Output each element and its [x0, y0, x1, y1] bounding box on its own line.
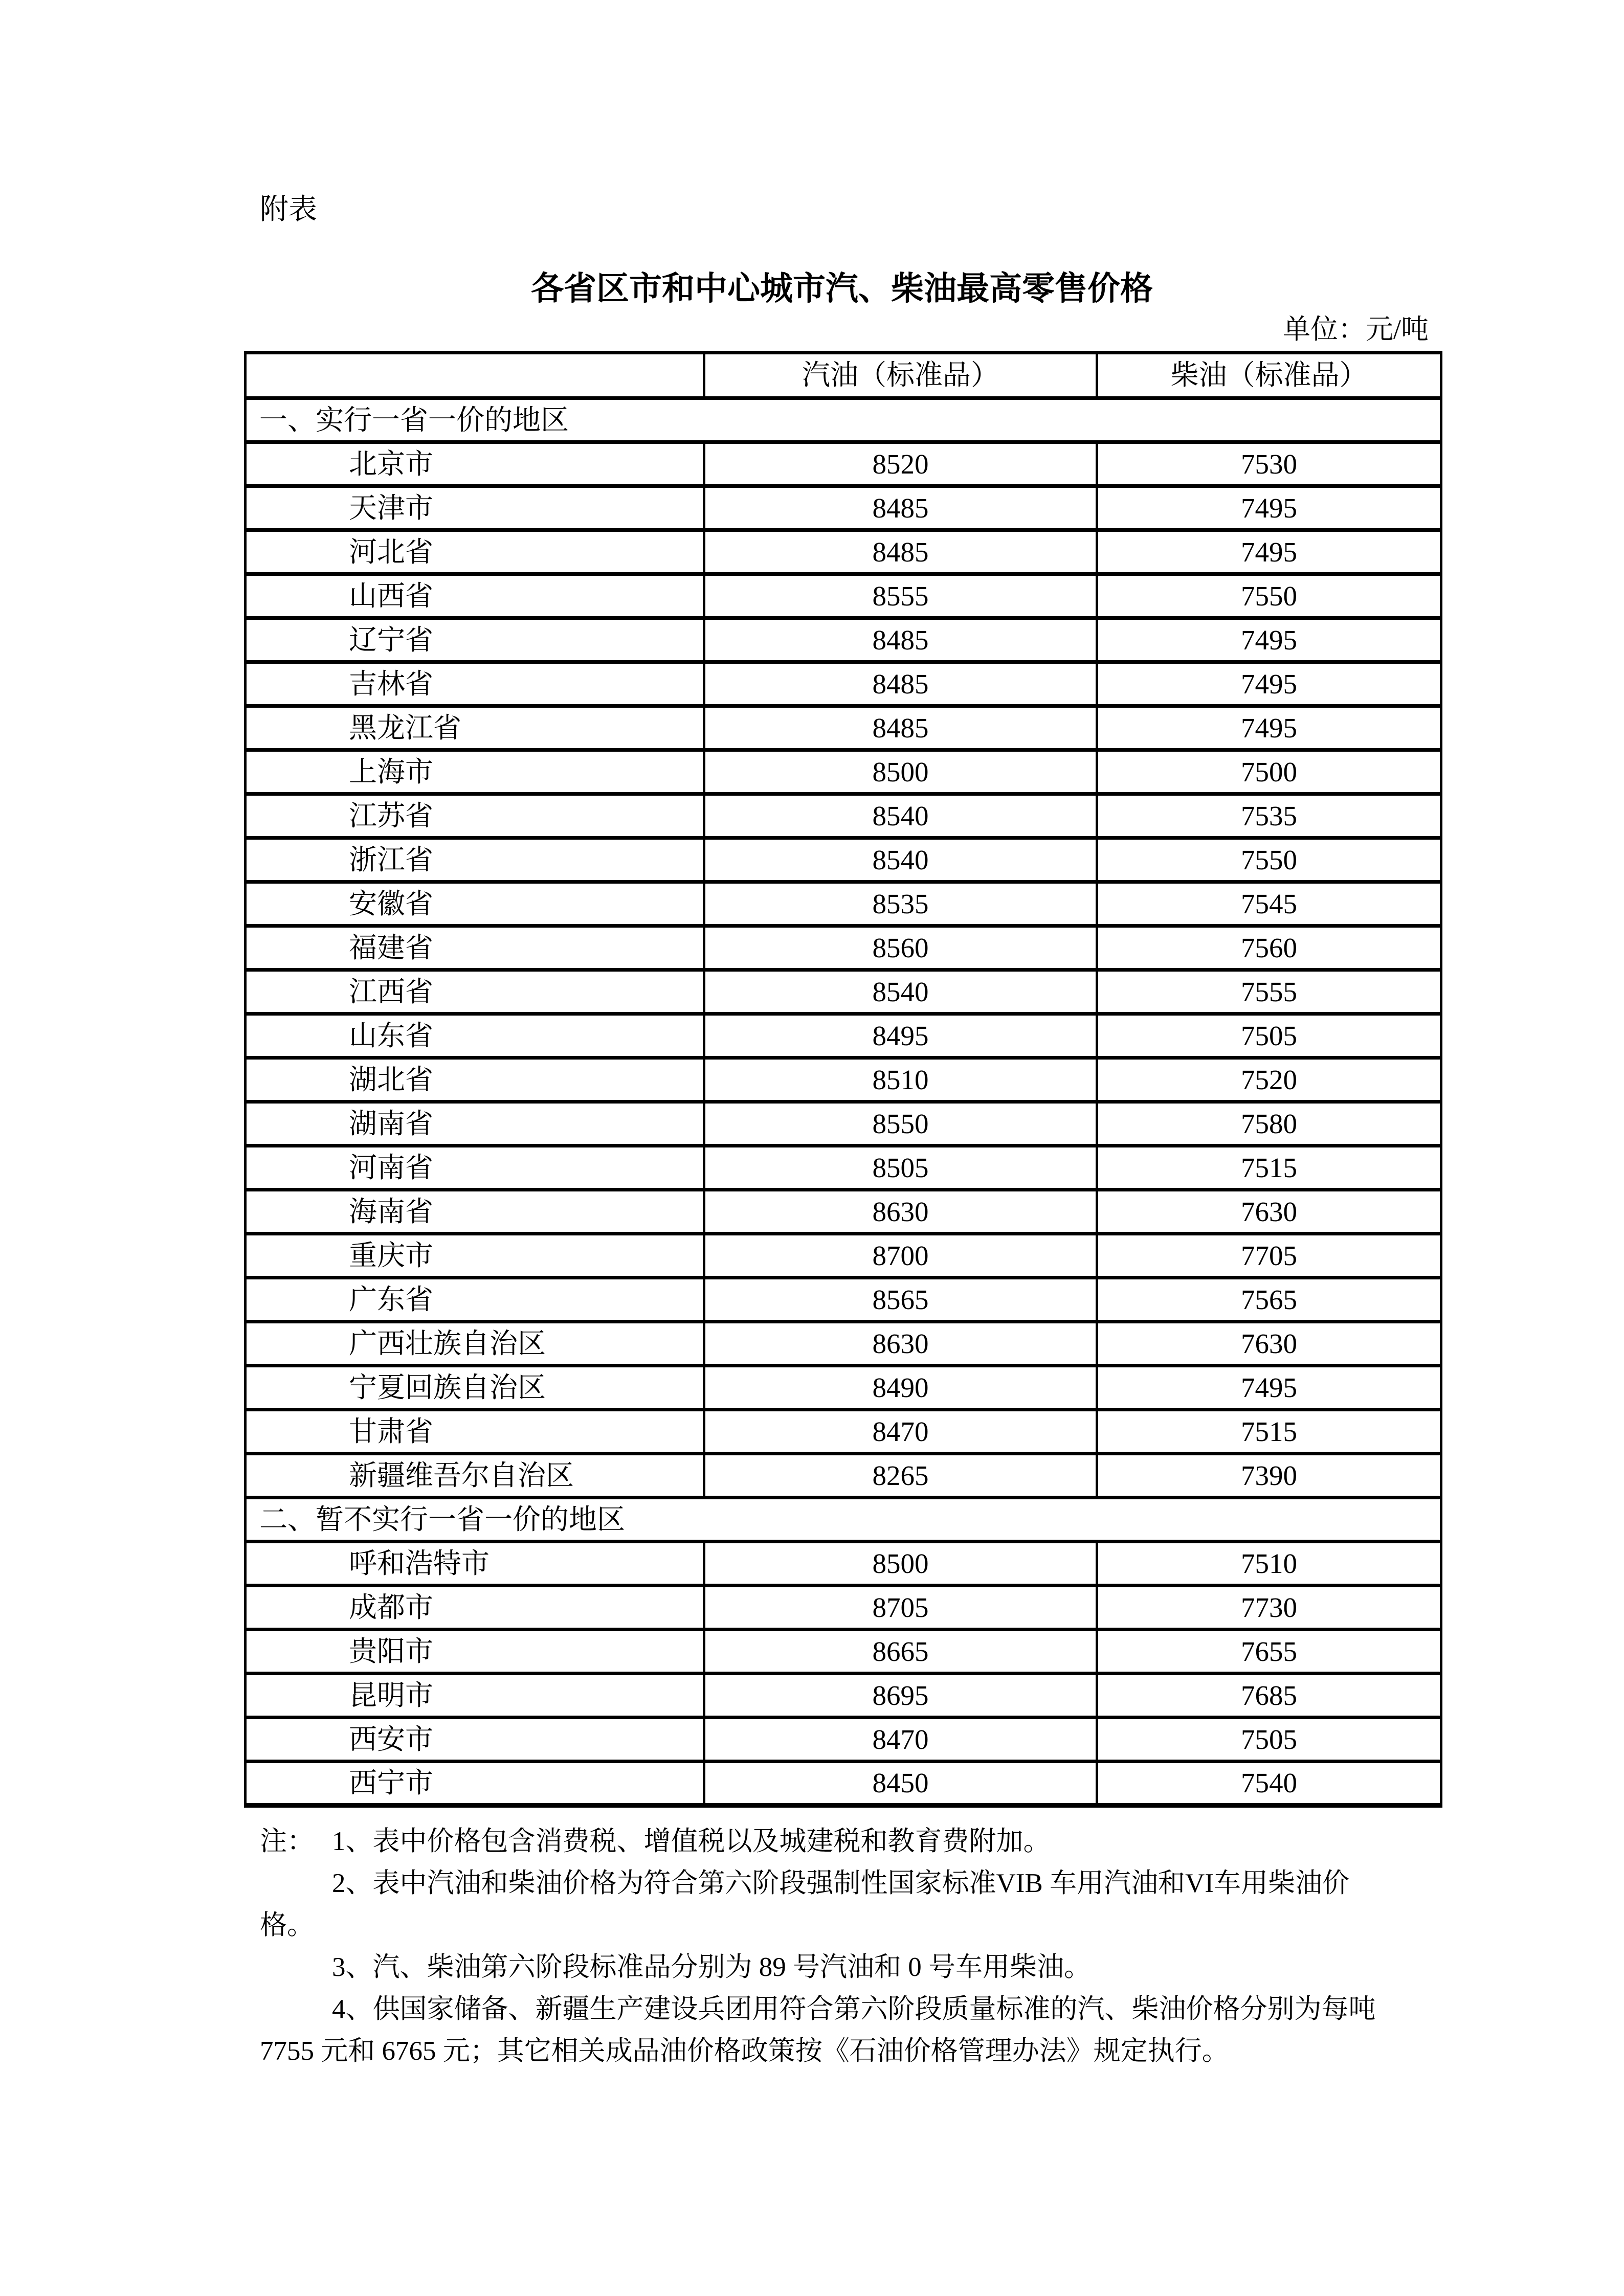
region-cell: 辽宁省: [246, 618, 704, 662]
region-cell: 河北省: [246, 530, 704, 574]
region-cell: 贵阳市: [246, 1630, 704, 1674]
gasoline-price-cell: 8565: [704, 1278, 1097, 1322]
diesel-price-cell: 7505: [1097, 1718, 1441, 1762]
table-row: [246, 1586, 1441, 1630]
gasoline-price-cell: 8520: [704, 442, 1097, 486]
price-table-body: [246, 398, 1441, 1806]
table-header-row: [246, 353, 1441, 398]
note-line: 7755 元和 6765 元；其它相关成品油价格政策按《石油价格管理办法》规定执行。: [260, 2036, 1229, 2066]
diesel-price-cell: 7495: [1097, 662, 1441, 706]
column-header-gasoline: 汽油（标准品）: [704, 353, 1097, 398]
table-row: [246, 838, 1441, 882]
region-cell: 吉林省: [246, 662, 704, 706]
table-row: [246, 1630, 1441, 1674]
diesel-price-cell: 7495: [1097, 530, 1441, 574]
table-row: [246, 750, 1441, 794]
region-cell: 江西省: [246, 970, 704, 1014]
unit-label: 单位：元/吨: [1282, 314, 1429, 345]
table-row: [246, 1146, 1441, 1190]
note-line: 3、汽、柴油第六阶段标准品分别为 89 号汽油和 0 号车用柴油。: [332, 1952, 1091, 1982]
table-row: [246, 1234, 1441, 1278]
note-line: 4、供国家储备、新疆生产建设兵团用符合第六阶段质量标准的汽、柴油价格分别为每吨: [332, 1994, 1376, 2024]
region-cell: 湖北省: [246, 1058, 704, 1102]
note-line: 格。: [260, 1910, 314, 1940]
gasoline-price-cell: 8510: [704, 1058, 1097, 1102]
region-cell: 昆明市: [246, 1674, 704, 1718]
gasoline-price-cell: 8700: [704, 1234, 1097, 1278]
table-row: [246, 662, 1441, 706]
table-row: [246, 442, 1441, 486]
diesel-price-cell: 7685: [1097, 1674, 1441, 1718]
gasoline-price-cell: 8705: [704, 1586, 1097, 1630]
region-cell: 山西省: [246, 574, 704, 618]
diesel-price-cell: 7545: [1097, 882, 1441, 926]
table-row: [246, 1762, 1441, 1806]
diesel-price-cell: 7495: [1097, 618, 1441, 662]
table-row: [246, 1454, 1441, 1498]
table-row: [246, 1410, 1441, 1454]
gasoline-price-cell: 8540: [704, 838, 1097, 882]
diesel-price-cell: 7565: [1097, 1278, 1441, 1322]
table-row: [246, 530, 1441, 574]
section-header-row: [246, 398, 1441, 442]
region-cell: 宁夏回族自治区: [246, 1366, 704, 1410]
gasoline-price-cell: 8535: [704, 882, 1097, 926]
gasoline-price-cell: 8630: [704, 1322, 1097, 1366]
region-cell: 江苏省: [246, 794, 704, 838]
region-cell: 上海市: [246, 750, 704, 794]
gasoline-price-cell: 8500: [704, 750, 1097, 794]
diesel-price-cell: 7515: [1097, 1410, 1441, 1454]
table-row: [246, 1102, 1441, 1146]
gasoline-price-cell: 8505: [704, 1146, 1097, 1190]
note-line: [260, 1820, 1436, 1862]
diesel-price-cell: 7500: [1097, 750, 1441, 794]
column-header-diesel: 柴油（标准品）: [1097, 353, 1441, 398]
diesel-price-cell: 7705: [1097, 1234, 1441, 1278]
region-cell: 北京市: [246, 442, 704, 486]
table-row: [246, 1278, 1441, 1322]
gasoline-price-cell: 8550: [704, 1102, 1097, 1146]
gasoline-price-cell: 8495: [704, 1014, 1097, 1058]
diesel-price-cell: 7510: [1097, 1542, 1441, 1586]
diesel-price-cell: 7495: [1097, 706, 1441, 750]
region-cell: 河南省: [246, 1146, 704, 1190]
diesel-price-cell: 7560: [1097, 926, 1441, 970]
region-cell: 广东省: [246, 1278, 704, 1322]
table-row: [246, 486, 1441, 530]
gasoline-price-cell: 8485: [704, 706, 1097, 750]
diesel-price-cell: 7555: [1097, 970, 1441, 1014]
region-cell: 呼和浩特市: [246, 1542, 704, 1586]
gasoline-price-cell: 8470: [704, 1410, 1097, 1454]
gasoline-price-cell: 8695: [704, 1674, 1097, 1718]
table-row: [246, 1058, 1441, 1102]
gasoline-price-cell: 8470: [704, 1718, 1097, 1762]
region-cell: 广西壮族自治区: [246, 1322, 704, 1366]
diesel-price-cell: 7495: [1097, 1366, 1441, 1410]
region-cell: 天津市: [246, 486, 704, 530]
note-label: 注：: [260, 1827, 314, 1856]
diesel-price-cell: 7530: [1097, 442, 1441, 486]
table-row: [246, 1014, 1441, 1058]
appendix-tag: 附表: [260, 194, 317, 226]
gasoline-price-cell: 8485: [704, 618, 1097, 662]
diesel-price-cell: 7520: [1097, 1058, 1441, 1102]
region-cell: 重庆市: [246, 1234, 704, 1278]
diesel-price-cell: 7630: [1097, 1322, 1441, 1366]
table-row: [246, 794, 1441, 838]
table-row: [246, 1542, 1441, 1586]
region-cell: 成都市: [246, 1586, 704, 1630]
region-cell: 西宁市: [246, 1762, 704, 1806]
table-row: [246, 1366, 1441, 1410]
region-cell: 西安市: [246, 1718, 704, 1762]
diesel-price-cell: 7535: [1097, 794, 1441, 838]
table-row: [246, 1322, 1441, 1366]
region-cell: 福建省: [246, 926, 704, 970]
region-cell: 安徽省: [246, 882, 704, 926]
price-table: [244, 351, 1442, 1808]
diesel-price-cell: 7730: [1097, 1586, 1441, 1630]
table-row: [246, 970, 1441, 1014]
region-cell: 新疆维吾尔自治区: [246, 1454, 704, 1498]
region-cell: 浙江省: [246, 838, 704, 882]
section-header-label: 二、暂不实行一省一价的地区: [246, 1498, 1441, 1542]
region-cell: 黑龙江省: [246, 706, 704, 750]
diesel-price-cell: 7390: [1097, 1454, 1441, 1498]
gasoline-price-cell: 8555: [704, 574, 1097, 618]
empty-corner-cell: [246, 353, 704, 398]
gasoline-price-cell: 8540: [704, 970, 1097, 1014]
region-cell: 湖南省: [246, 1102, 704, 1146]
diesel-price-cell: 7550: [1097, 574, 1441, 618]
table-row: [246, 1718, 1441, 1762]
table-row: [246, 926, 1441, 970]
table-row: [246, 882, 1441, 926]
region-cell: 甘肃省: [246, 1410, 704, 1454]
table-row: [246, 1674, 1441, 1718]
note-line: 2、表中汽油和柴油价格为符合第六阶段强制性国家标准VIB 车用汽油和VI车用柴油价: [332, 1869, 1349, 1898]
gasoline-price-cell: 8485: [704, 662, 1097, 706]
notes: [260, 1820, 1436, 2072]
table-row: [246, 706, 1441, 750]
diesel-price-cell: 7495: [1097, 486, 1441, 530]
section-header-label: 一、实行一省一价的地区: [246, 398, 1441, 442]
section-header-row: [246, 1498, 1441, 1542]
gasoline-price-cell: 8665: [704, 1630, 1097, 1674]
diesel-price-cell: 7505: [1097, 1014, 1441, 1058]
gasoline-price-cell: 8450: [704, 1762, 1097, 1806]
region-cell: 海南省: [246, 1190, 704, 1234]
diesel-price-cell: 7655: [1097, 1630, 1441, 1674]
gasoline-price-cell: 8560: [704, 926, 1097, 970]
gasoline-price-cell: 8485: [704, 486, 1097, 530]
diesel-price-cell: 7630: [1097, 1190, 1441, 1234]
gasoline-price-cell: 8485: [704, 530, 1097, 574]
table-row: [246, 618, 1441, 662]
diesel-price-cell: 7540: [1097, 1762, 1441, 1806]
diesel-price-cell: 7580: [1097, 1102, 1441, 1146]
table-row: [246, 574, 1441, 618]
diesel-price-cell: 7515: [1097, 1146, 1441, 1190]
note-text: 1、表中价格包含消费税、增值税以及城建税和教育费附加。: [332, 1827, 1051, 1856]
table-row: [246, 1190, 1441, 1234]
gasoline-price-cell: 8265: [704, 1454, 1097, 1498]
region-cell: 山东省: [246, 1014, 704, 1058]
gasoline-price-cell: 8490: [704, 1366, 1097, 1410]
gasoline-price-cell: 8500: [704, 1542, 1097, 1586]
gasoline-price-cell: 8630: [704, 1190, 1097, 1234]
page-title: 各省区市和中心城市汽、柴油最高零售价格: [531, 270, 1153, 307]
diesel-price-cell: 7550: [1097, 838, 1441, 882]
gasoline-price-cell: 8540: [704, 794, 1097, 838]
